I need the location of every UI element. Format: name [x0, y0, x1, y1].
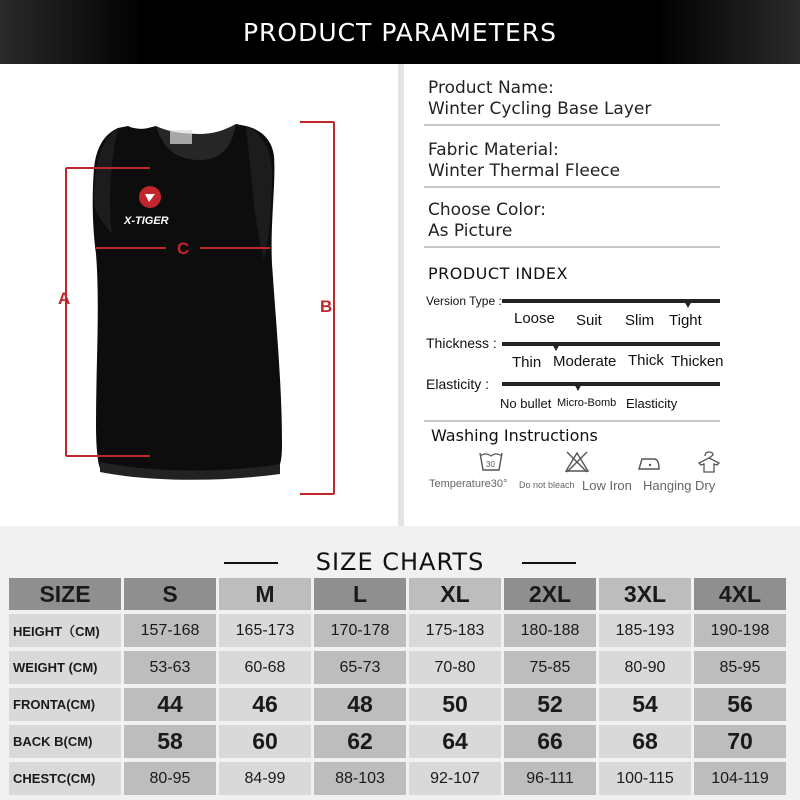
- table-cell: 70-80: [409, 651, 501, 684]
- elasticity-scale: [502, 382, 720, 386]
- size-header-cell: SIZE: [9, 578, 121, 610]
- thickness-option: Moderate: [553, 353, 617, 370]
- washing-title: Washing Instructions: [431, 426, 598, 445]
- table-cell: 68: [599, 725, 691, 758]
- product-index-title: PRODUCT INDEX: [428, 264, 568, 283]
- table-cell: 175-183: [409, 614, 501, 647]
- size-table: [6, 574, 789, 799]
- table-cell: 75-85: [504, 651, 596, 684]
- table-cell: 52: [504, 688, 596, 721]
- table-cell: 165-173: [219, 614, 311, 647]
- table-cell: 50: [409, 688, 501, 721]
- table-cell: 170-178: [314, 614, 406, 647]
- size-header-cell: L: [314, 578, 406, 610]
- table-cell: 185-193: [599, 614, 691, 647]
- table-cell: 60: [219, 725, 311, 758]
- row-label: BACK B(CM): [9, 725, 121, 758]
- low-iron-label: Low Iron: [582, 478, 632, 493]
- size-header-cell: S: [124, 578, 216, 610]
- table-cell: 157-168: [124, 614, 216, 647]
- table-cell: 92-107: [409, 762, 501, 795]
- table-cell: 65-73: [314, 651, 406, 684]
- version-option: Suit: [576, 312, 602, 329]
- hanging-dry-icon: [696, 450, 722, 474]
- page-header: [0, 0, 800, 64]
- size-chart-header: [0, 526, 800, 580]
- size-header-cell: 2XL: [504, 578, 596, 610]
- table-row: [9, 762, 786, 795]
- table-cell: 96-111: [504, 762, 596, 795]
- version-type-label: Version Type :: [426, 294, 502, 308]
- size-header-cell: M: [219, 578, 311, 610]
- wash-temp-label: Temperature30°: [429, 478, 508, 490]
- thickness-option: Thin: [512, 354, 542, 371]
- wash-30-icon: [478, 450, 504, 474]
- thickness-option: Thicken: [671, 353, 724, 370]
- no-bleach-icon: [564, 450, 590, 474]
- version-option: Tight: [669, 312, 702, 329]
- row-label: HEIGHT（CM): [9, 614, 121, 647]
- table-cell: 66: [504, 725, 596, 758]
- color-value: As Picture: [428, 221, 513, 241]
- elasticity-marker: [573, 382, 583, 391]
- version-option: Loose: [514, 310, 555, 327]
- thickness-scale: [502, 342, 720, 346]
- table-cell: 80-95: [124, 762, 216, 795]
- divider: [424, 420, 720, 422]
- elasticity-option: Micro-Bomb: [557, 397, 617, 409]
- product-info-panel: [404, 64, 800, 526]
- dimension-c-label: C: [177, 239, 190, 258]
- elasticity-option: No bullet: [500, 396, 552, 411]
- table-cell: 85-95: [694, 651, 786, 684]
- table-cell: 70: [694, 725, 786, 758]
- size-chart: [0, 526, 800, 800]
- version-type-marker: [683, 299, 693, 308]
- svg-text:30: 30: [486, 460, 495, 469]
- no-bleach-label: Do not bleach: [519, 480, 575, 490]
- table-row: [9, 725, 786, 758]
- divider: [424, 124, 720, 126]
- table-cell: 100-115: [599, 762, 691, 795]
- table-cell: 104-119: [694, 762, 786, 795]
- fabric-label: Fabric Material:: [428, 140, 559, 160]
- elasticity-option: Elasticity: [626, 396, 678, 411]
- dimension-b-label: B: [320, 297, 333, 316]
- table-cell: 88-103: [314, 762, 406, 795]
- table-cell: 190-198: [694, 614, 786, 647]
- size-header-cell: 3XL: [599, 578, 691, 610]
- size-table-header-row: [9, 578, 786, 610]
- thickness-marker: [551, 342, 561, 351]
- thickness-label: Thickness :: [426, 335, 497, 351]
- version-option: Slim: [625, 312, 655, 329]
- product-image-panel: [0, 64, 398, 526]
- title-rule-right: [522, 562, 576, 564]
- product-name-label: Product Name:: [428, 78, 554, 98]
- brand-logo-text: X-TIGER: [124, 215, 169, 227]
- low-iron-icon: [636, 450, 662, 474]
- size-chart-title: SIZE CHARTS: [315, 548, 485, 576]
- table-cell: 80-90: [599, 651, 691, 684]
- size-header-cell: 4XL: [694, 578, 786, 610]
- color-label: Choose Color:: [428, 200, 546, 220]
- table-cell: 64: [409, 725, 501, 758]
- row-label: CHESTC(CM): [9, 762, 121, 795]
- divider: [424, 186, 720, 188]
- table-cell: 180-188: [504, 614, 596, 647]
- elasticity-label: Elasticity :: [426, 376, 490, 392]
- table-cell: 48: [314, 688, 406, 721]
- table-row: [9, 651, 786, 684]
- product-name-value: Winter Cycling Base Layer: [428, 99, 652, 119]
- fabric-value: Winter Thermal Fleece: [428, 161, 621, 181]
- dimension-a-label: A: [58, 289, 71, 308]
- size-header-cell: XL: [409, 578, 501, 610]
- header-title: PRODUCT PARAMETERS: [242, 17, 558, 47]
- table-row: [9, 614, 786, 647]
- divider: [424, 246, 720, 248]
- table-cell: 58: [124, 725, 216, 758]
- hanging-dry-label: Hanging Dry: [643, 478, 716, 493]
- row-label: WEIGHT (CM): [9, 651, 121, 684]
- table-cell: 56: [694, 688, 786, 721]
- table-cell: 54: [599, 688, 691, 721]
- row-label: FRONTA(CM): [9, 688, 121, 721]
- table-cell: 53-63: [124, 651, 216, 684]
- table-cell: 62: [314, 725, 406, 758]
- table-cell: 46: [219, 688, 311, 721]
- table-cell: 44: [124, 688, 216, 721]
- product-image: [0, 64, 398, 526]
- table-cell: 60-68: [219, 651, 311, 684]
- table-cell: 84-99: [219, 762, 311, 795]
- thickness-option: Thick: [628, 352, 664, 369]
- table-row: [9, 688, 786, 721]
